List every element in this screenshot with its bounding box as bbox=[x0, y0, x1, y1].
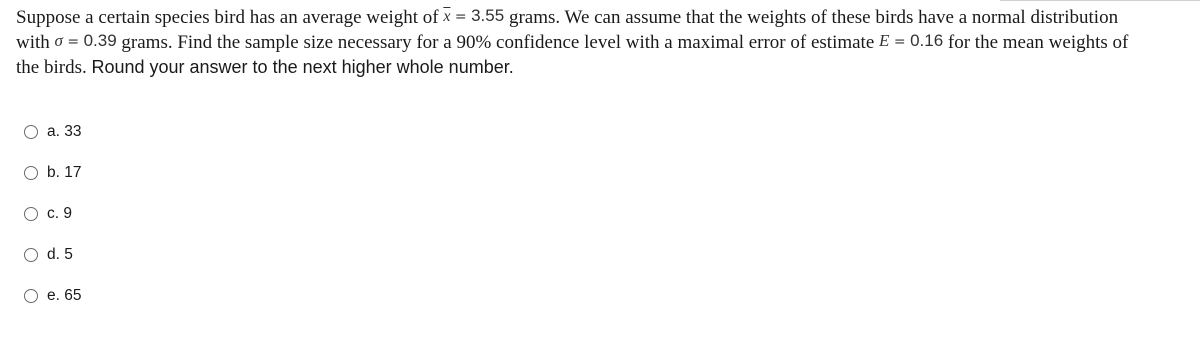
question-line-3 bbox=[16, 56, 1192, 79]
option-a[interactable] bbox=[24, 122, 424, 142]
top-divider bbox=[1000, 0, 1200, 1]
option-e[interactable] bbox=[24, 286, 424, 306]
option-label[interactable]: b. 17 bbox=[47, 164, 82, 181]
answer-options bbox=[24, 122, 424, 327]
sigma-value: 0.39 bbox=[83, 31, 117, 50]
question-text bbox=[16, 6, 1192, 79]
option-label[interactable]: c. 9 bbox=[47, 205, 72, 222]
option-b[interactable] bbox=[24, 163, 424, 183]
sigma-expression bbox=[54, 31, 117, 50]
option-label[interactable]: e. 65 bbox=[47, 287, 82, 304]
radio-button-icon[interactable] bbox=[24, 248, 38, 262]
option-label[interactable]: a. 33 bbox=[47, 123, 82, 140]
question-text-segment: grams. Find the sample size necessary for a 90% confidence level with a maximal error of estimate bbox=[116, 32, 880, 53]
rounding-instruction: Round your answer to the next higher whole number. bbox=[91, 57, 514, 77]
radio-button-icon[interactable] bbox=[24, 207, 38, 221]
radio-button-icon[interactable] bbox=[24, 166, 38, 180]
mean-expression bbox=[443, 6, 505, 25]
question-text-segment: with bbox=[16, 32, 55, 53]
option-c[interactable] bbox=[24, 204, 424, 224]
mean-value: 3.55 bbox=[471, 6, 505, 25]
xbar-symbol: $\overline{x}$ bbox=[443, 8, 451, 25]
question-line-1 bbox=[16, 6, 1192, 31]
e-symbol: E bbox=[879, 31, 890, 50]
question-text-segment: the birds. bbox=[16, 57, 92, 78]
error-value: 0.16 bbox=[910, 31, 944, 50]
equals-sign: = bbox=[62, 34, 84, 50]
equals-sign: = bbox=[450, 9, 472, 25]
option-label[interactable]: d. 5 bbox=[47, 246, 73, 263]
radio-button-icon[interactable] bbox=[24, 125, 38, 139]
equals-sign: = bbox=[889, 34, 911, 50]
question-text-segment: grams. We can assume that the weights of these birds have a normal distribution bbox=[504, 7, 1119, 28]
radio-button-icon[interactable] bbox=[24, 289, 38, 303]
question-text-segment: Suppose a certain species bird has an average weight of bbox=[16, 7, 444, 28]
question-line-2 bbox=[16, 31, 1192, 56]
sigma-symbol: σ bbox=[54, 31, 63, 50]
question-text-segment: for the mean weights of bbox=[943, 32, 1129, 53]
option-d[interactable] bbox=[24, 245, 424, 265]
error-expression bbox=[879, 31, 944, 50]
